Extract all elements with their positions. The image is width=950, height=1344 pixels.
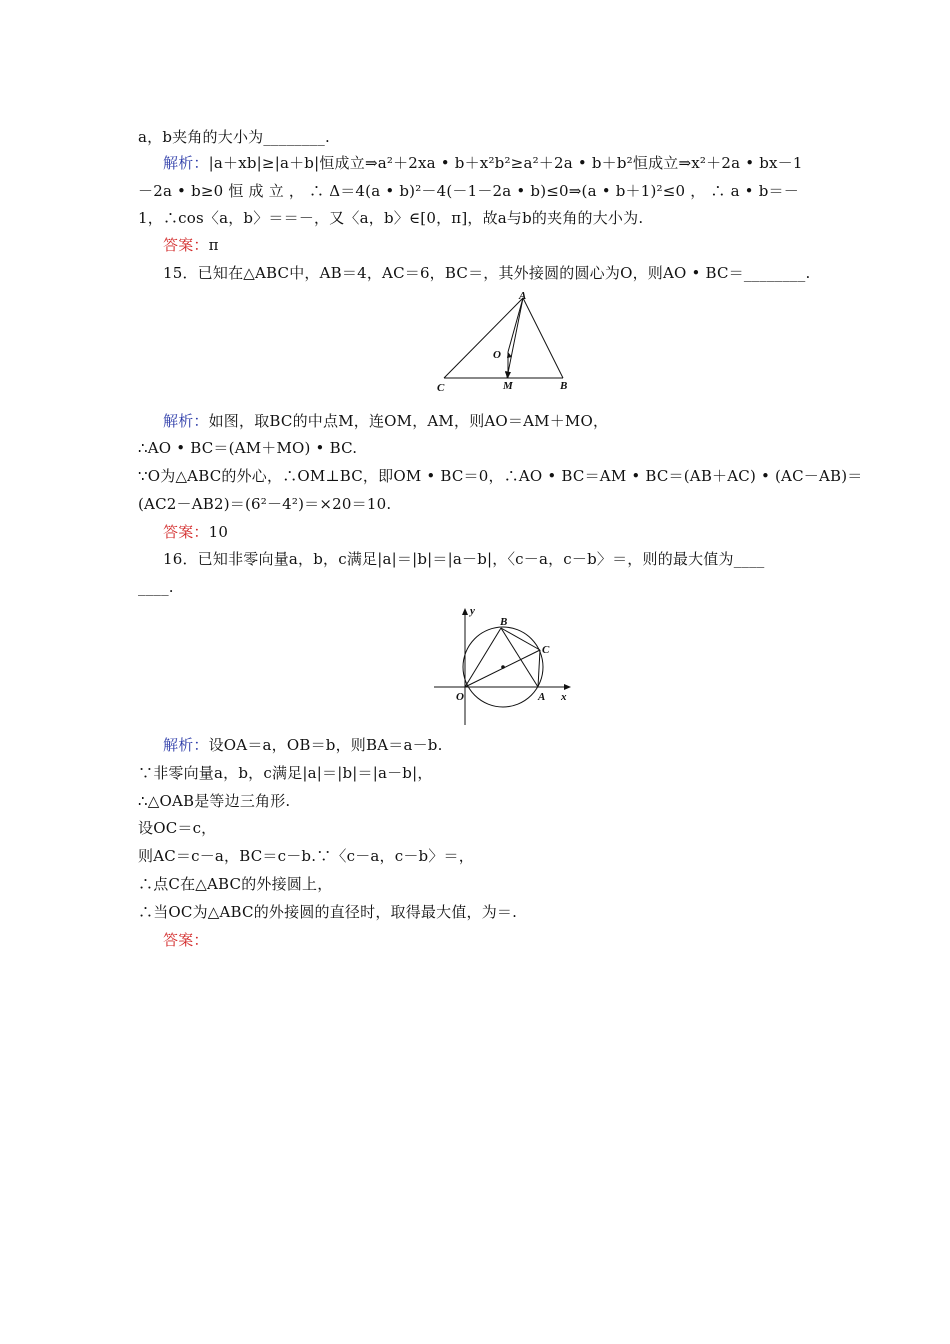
label-m: M [503,380,513,392]
label-o: O [493,349,501,361]
label-y: y [470,605,475,617]
text-line: ∴AO • BC＝(AM＋MO) • BC. [138,439,358,457]
circle-figure [428,603,576,729]
text-line: 则AC＝c－a，BC＝c－b.∵〈c－a，c－b〉＝， [138,847,474,865]
question-15: 15．已知在△ABC中，AB＝4，AC＝6，BC＝，其外接圆的圆心为O，则AO • BC＝________. [163,264,811,282]
label-c: C [542,644,550,656]
text-line: ∴当OC为△ABC的外接圆的直径时，取得最大值，为＝. [138,903,518,921]
label-a: A [538,691,546,703]
solution-line: 解析：|a＋xb|≥|a＋b|恒成立⇒a²＋2xa • b＋x²b²≥a²＋2a • b＋b²恒成立⇒x²＋2a • bx－1 [163,154,803,172]
text-line: a，b夹角的大小为________. [138,128,330,146]
label-c: C [437,382,445,394]
text-line: ∴△OAB是等边三角形. [138,792,291,810]
solution-line: 解析：如图，取BC的中点M，连OM，AM，则AO＝AM＋MO， [163,412,609,430]
answer-label: 答案： [163,931,209,949]
text-line: (AC2－AB2)＝(6²－4²)＝×20＝10. [138,495,392,513]
text-line: －2a • b≥0 恒 成 立 ， ∴ Δ＝4(a • b)²－4(－1－2a • b)≤0⇒(a • b＋1)²≤0 ， ∴ a • b＝－ [138,182,799,200]
answer-label: 答案： [163,523,209,541]
label-b: B [560,380,568,392]
answer-line [163,930,863,950]
solution-label: 解析： [163,736,209,754]
answer-line: 答案：π [163,236,219,254]
text-line: 1，∴cos〈a，b〉＝＝－，又〈a，b〉∈[0，π]，故a与b的夹角的大小为. [138,209,644,227]
question-16: 16．已知非零向量a，b，c满足|a|＝|b|＝|a－b|，〈c－a，c－b〉＝，则的最大值为____ [163,550,765,568]
text-line: ∵O为△ABC的外心，∴OM⊥BC，即OM • BC＝0，∴AO • BC＝AM • BC＝(AB＋AC) • (AC－AB)＝ [138,467,863,485]
label-x: x [561,691,567,703]
text-line: ∵非零向量a，b，c满足|a|＝|b|＝|a－b|， [138,764,433,782]
label-o: O [456,691,464,703]
answer-label: 答案： [163,236,209,254]
text-line: 设OC＝c， [138,819,217,837]
solution-label: 解析： [163,154,209,172]
text-line: ∴点C在△ABC的外接圆上， [138,875,333,893]
answer-line: 答案：10 [163,523,229,541]
label-a: A [519,290,527,302]
solution-line: 解析：设OA＝a，OB＝b，则BA＝a－b. [163,736,443,754]
text-line: ____. [138,578,174,596]
label-b: B [500,616,508,628]
solution-label: 解析： [163,412,209,430]
triangle-figure [428,288,588,396]
